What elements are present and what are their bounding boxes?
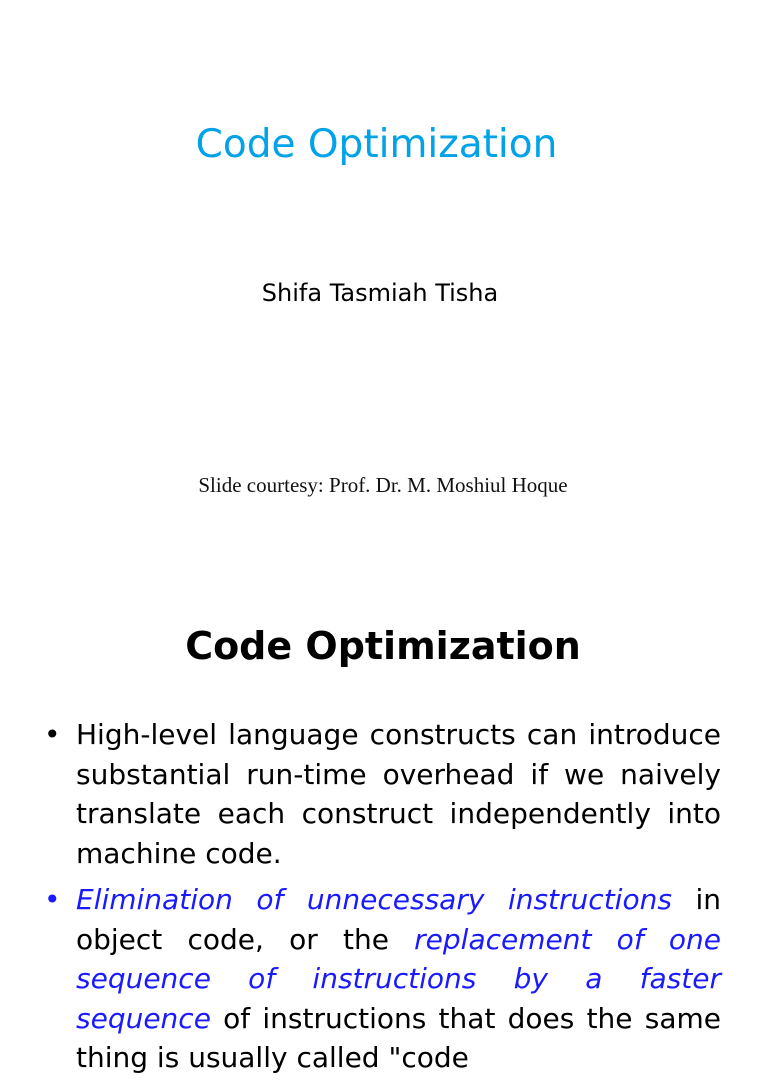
bullet-text: High-level language constructs can introduce substantial run-time overhead if we naively translate each construct independently into machine code. [76,718,721,870]
author-name: Shifa Tasmiah Tisha [261,279,499,307]
bullet-text: in object code, or the [76,883,721,956]
slide-courtesy: Slide courtesy: Prof. Dr. M. Moshiul Hoque [198,473,568,497]
slide-title: Code Optimization [195,122,558,167]
bullet-text: of instructions that does the same thing is usually called "code [76,1001,721,1074]
bullet-icon: • [44,883,61,916]
highlight-text: Elimination of unnecessary instructions [76,883,672,916]
bullet-icon: • [44,718,61,751]
section-title: Code Optimization [185,624,581,668]
list-item [44,715,721,873]
list-item [44,880,721,1078]
bullet-list [44,715,721,1085]
highlight-text: replacement of one sequence of instructions by a faster sequence [76,922,721,1035]
